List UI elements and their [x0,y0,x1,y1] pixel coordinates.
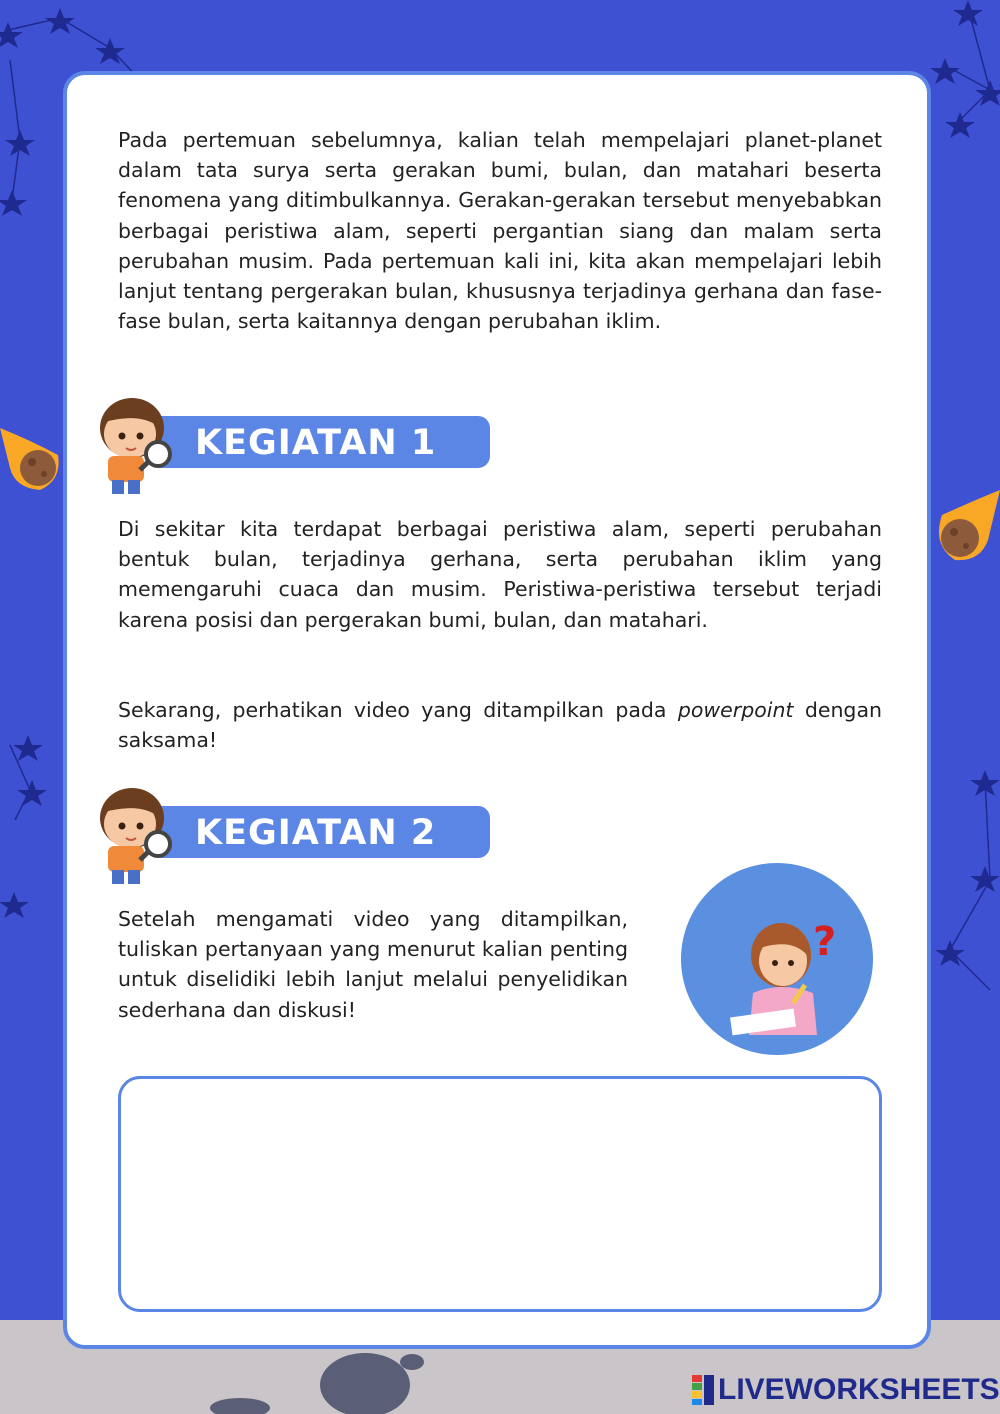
thinking-girl-icon [681,863,873,1055]
activity-1-instruction [118,695,882,755]
activity-1-title: KEGIATAN 1 [195,423,437,463]
meteor-icon [939,490,1000,560]
activity-2-instruction: Setelah mengamati video yang ditampilkan, tuliskan pertanyaan yang menurut kalian penting untuk diselidiki lebih lanjut melalui penyelidikan sederhana dan diskusi! [118,907,628,1022]
activity-1-paragraph: Di sekitar kita terdapat berbagai peristiwa alam, seperti perubahan bentuk bulan, terjadinya gerhana, serta perubahan iklim yang memengaruhi cuaca dan musim. Peristiwa-peristiwa tersebut terjadi karena posisi dan pergerakan bumi, bulan, dan matahari. [118,517,882,632]
liveworksheets-logo [692,1374,1000,1406]
brand-name: LIVEWORKSHEETS [718,1373,1000,1406]
kid-magnifier-icon [82,778,182,890]
instruction-text-before: Sekarang, perhatikan video yang ditampilkan pada [118,698,678,722]
activity-2-title: KEGIATAN 2 [195,813,437,853]
live-logo-icon [692,1375,714,1405]
answer-textarea[interactable] [118,1076,882,1312]
instruction-italic-term: powerpoint [677,698,794,722]
meteor-icon [0,428,59,490]
intro-paragraph: Pada pertemuan sebelumnya, kalian telah mempelajari planet-planet dalam tata surya serta gerakan bumi, bulan, dan matahari beserta fenomena yang ditimbulkannya. Gerakan-gerakan tersebut menyebabkan berbagai peristiwa alam, seperti pergantian siang dan malam serta perubahan musim. Pada pertemuan kali ini, kita akan mempelajari lebih lanjut tentang pergerakan bulan, khususnya terjadinya gerhana dan fase-fase bulan, serta kaitannya dengan perubahan iklim. [118,128,882,334]
instruction-text-after: dengan saksama! [118,698,882,753]
kid-magnifier-icon [82,388,182,500]
svg-text:?: ? [813,919,837,965]
